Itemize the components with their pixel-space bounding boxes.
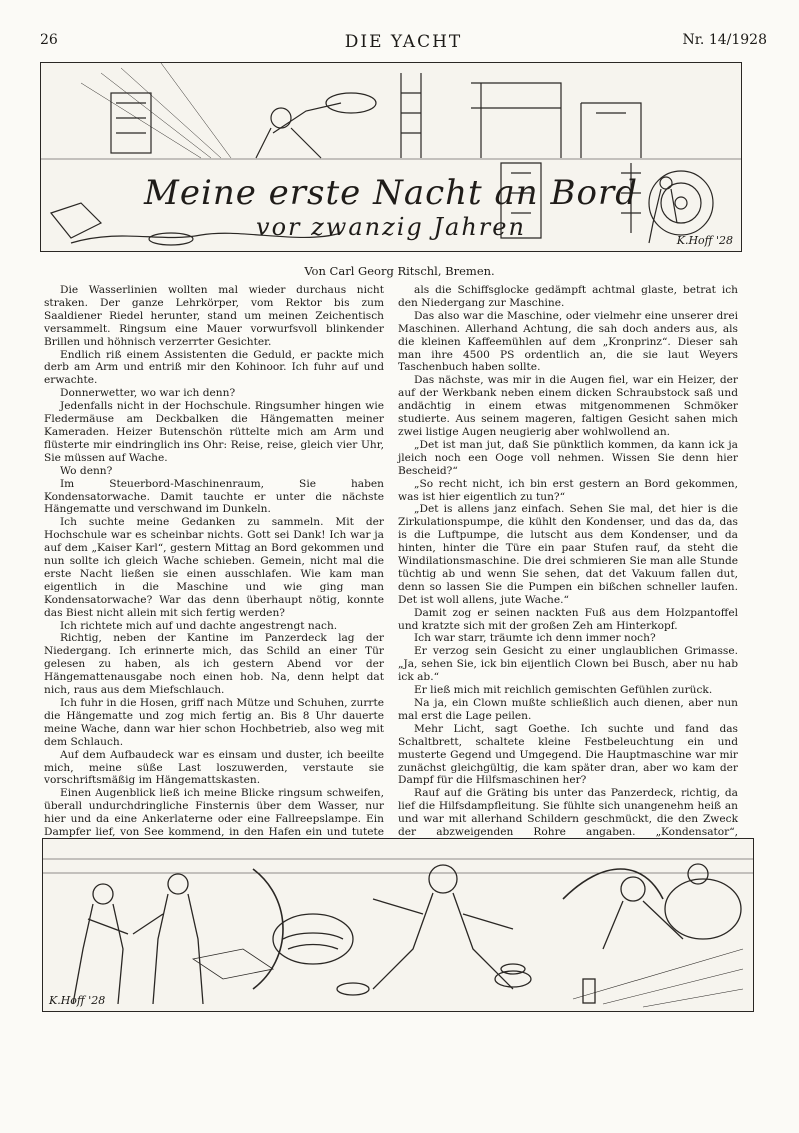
article-column-right [398, 284, 738, 916]
paragraph: Ich fuhr in die Hosen, griff nach Mütze und Schuhen, zurrte die Hängematte und zog mich fertig an. Bis 8 Uhr dauerte meine Wache, dann war hier schon Hochbetrieb, also weg mit dem Schlauch. [44, 697, 384, 748]
running-header [40, 32, 767, 52]
paragraph: Er verzog sein Gesicht zu einer unglaublichen Grimasse. „Ja, sehen Sie, ick bin eijentlich Clown bei Busch, aber nu hab ick ab.“ [398, 645, 738, 684]
paragraph: Endlich riß einem Assistenten die Geduld, er packte mich derb am Arm und entriß mir den Kohinoor. Ich fuhr auf und erwachte. [44, 348, 384, 387]
paragraph: Mehr Licht, sagt Goethe. Ich suchte und fand das Schaltbrett, schaltete kleine Festbeleuchtung ein und musterte Gegend und Umgegend. Die Hauptmaschine war mir zunächst gleichgültig, die kam später dran, aber wo kam der Dampf für die Hilfsmaschinen her? [398, 722, 738, 787]
paragraph: Auf dem Aufbaudeck war es einsam und duster, ich beeilte mich, meine süße Last loszuwerden, verstaute sie vorschriftsmäßig im Hängemattskasten. [44, 748, 384, 787]
paragraph: Jedenfalls nicht in der Hochschule. Ringsumher hingen wie Fledermäuse am Deckbalken die Hängematten meiner Kameraden. Heizer Butenschön rüttelte mich am Arm und flüsterte mir eindringlich ins Ohr: Reise, reise, gleich vier Uhr, Sie müssen auf Wache. [44, 400, 384, 464]
sailors-cartoon-drawing [43, 839, 753, 1011]
paragraph: Richtig, neben der Kantine im Panzerdeck lag der Niedergang. Ich erinnerte mich, das Schild an einer Tür gelesen zu haben, als ich gestern Abend vor der Hängemattenausgabe noch einen hob. Na, denn helpt dat nich, raus aus dem Miefschlauch. [44, 632, 384, 697]
paragraph: Ich war starr, träumte ich denn immer noch? [414, 632, 656, 645]
paragraph: Ich suchte meine Gedanken zu sammeln. Mit der Hochschule war es scheinbar nichts. Gott sei Dank! Ich war ja auf dem „Kaiser Karl“, gestern Mittag an Bord gekommen und nun sollte ich gleich Wache schieben. Gemein, nicht mal die erste Nacht ließen sie einen ausschlafen. Wie kam man eigentlich in die Maschine und wie ging man Kondensatorwache? War das denn überhaupt nötig, konnte das Biest nicht allein mit sich fertig werden? [44, 516, 384, 619]
byline: Von Carl Georg Ritschl, Bremen. [304, 264, 495, 278]
page-number: 26 [40, 32, 58, 48]
artist-signature: K.Hoff '28 [676, 234, 733, 247]
artist-signature: K.Hoff '28 [49, 994, 106, 1007]
paragraph: Im Steuerbord-Maschinenraum, Sie haben Kondensatorwache. Damit tauchte er unter die nächste Hängematte und verschwand im Dunkeln. [44, 477, 384, 516]
paragraph: Ich richtete mich auf und dachte angestrengt nach. [60, 619, 338, 632]
paragraph: Na ja, ein Clown mußte schließlich auch dienen, aber nun mal erst die Lage peilen. [398, 697, 738, 722]
paragraph: „So recht nicht, ich bin erst gestern an Bord gekommen, was ist hier eigentlich zu tun?“ [398, 477, 738, 503]
paragraph: Rauf auf die Gräting bis unter das Panzerdeck, richtig, da lief die Hilfsdampfleitung. Sie fühlte sich unangenehm heiß an und war mit allerhand Schildern geschmückt, die den Zweck der abzweigenden Rohre angaben. „Kondensator“, [398, 787, 738, 839]
paragraph: Wo denn? [60, 464, 113, 477]
paragraph: Das nächste, was mir in die Augen fiel, war ein Heizer, der auf der Werkbank neben einem dicken Schraubstock saß und andächtig in einem etwas mitgenommenen Schmöker studierte. Aus seinem mageren, faltigen Gesicht sahen mich zwei listige Augen neugierig aber wohlwollend an. [398, 374, 738, 438]
article-title-line1: Meine erste Nacht an Bord [144, 173, 638, 213]
issue-number: Nr. 14/1928 [682, 32, 767, 48]
paragraph: „Det is allens janz einfach. Sehen Sie mal, det hier is die Zirkulationspumpe, die kühlt den Kondenser, und das da, das is die Luftpumpe, die lutscht aus dem Kondenser, und da hinten, hinter die Türe ein paar Stufen rauf, da steht die Windilationsmaschine. Die drei schmieren Sie man alle Stunde tüchtig ab und wenn Sie sehen, dat det Vakuum fallen dut, denn so lassen Sie die Pumpen ein bißchen schneller laufen. Det ist woll allens, jute Wache.“ [398, 503, 738, 606]
footer-illustration [42, 838, 754, 1012]
paragraph: Damit zog er seinen nackten Fuß aus dem Holzpantoffel und kratzte sich mit der großen Zeh am Hinterkopf. [398, 606, 738, 632]
paragraph: Das also war die Maschine, oder vielmehr eine unserer drei Maschinen. Allerhand Achtung, die sah doch anders aus, als die kleinen Kaffeemühlen auf dem „Kronprinz“. Dieser sah man ihre 4500 PS ordentlich an, die sie laut Weyers Taschenbuch haben sollte. [398, 309, 738, 374]
paragraph: Einen Augenblick ließ ich meine Blicke ringsum schweifen, überall undurchdringliche Finsternis über dem Wasser, nur hier und da eine Ankerlaterne oder eine Fallreepslampe. Ein Dampfer lief, von See kommend, in den Hafen ein und tutete [44, 787, 384, 839]
paragraph: Die Wasserlinien wollten mal wieder durchaus nicht straken. Der ganze Lehrkörper, vom Rektor bis zum Saaldiener Riedel herunter, stand um meinen Zeichentisch versammelt. Ringsum eine Mauer vorwurfsvoll blinkender Brillen und höhnisch verzerrter Gesichter. [44, 284, 384, 348]
article-column-left [44, 284, 384, 916]
paragraph: Donnerwetter, wo war ich denn? [60, 387, 236, 400]
paragraph: als die Schiffsglocke gedämpft achtmal glaste, betrat ich den Niedergang zur Maschine. [398, 284, 738, 309]
article-title-line2: vor zwanzig Jahren [256, 213, 526, 241]
paragraph: Er ließ mich mit reichlich gemischten Gefühlen zurück. [414, 684, 713, 697]
magazine-title: DIE YACHT [344, 32, 463, 52]
paragraph: „Det ist man jut, daß Sie pünktlich kommen, da kann ick ja jleich noch een Ooge voll nehmen. Wissen Sie denn hier Bescheid?“ [398, 438, 738, 477]
header-illustration [40, 62, 742, 252]
